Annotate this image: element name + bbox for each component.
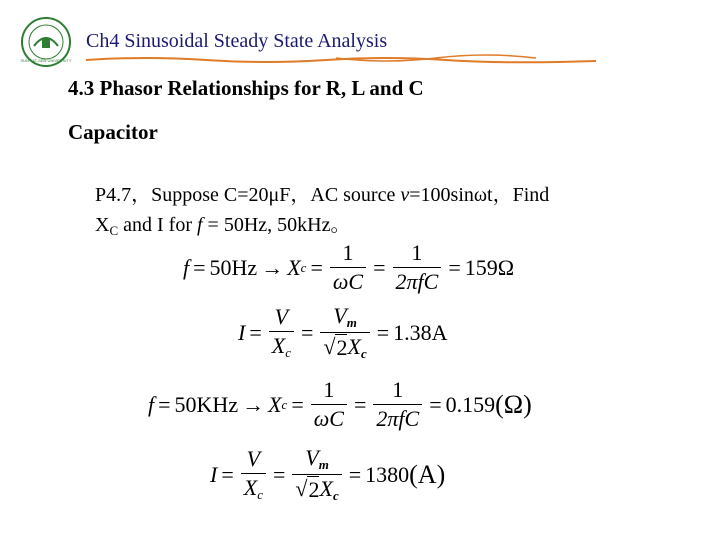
problem-statement: P4.7，Suppose C=20μF，AC source v=100sinωt，Find $X_C$ and I for f = 50Hz, 50kHz。 [95, 184, 550, 238]
equation-current-50hz: I = $\frac{V}{X_c}$ = $V_m$ √ 2 $X_c$ = 1.38A [238, 303, 448, 361]
decorative-rule [86, 52, 596, 66]
section-heading: 4.3 Phasor Relationships for R, L and C [68, 76, 424, 100]
topic-heading: Capacitor [68, 120, 158, 144]
university-logo [20, 16, 80, 68]
equation-current-50khz: I = $\frac{V}{X_c}$ = $V_m$ √ 2 $X_c$ = 1380 (A) [210, 445, 446, 503]
equation-xc-50khz: f = 50KHz → X c = $\frac{1}{\omega C}$ = $\frac{1}{\text{2πfC}}$ = 0.159 (Ω) [148, 377, 532, 431]
equation-xc-50hz: f = 50Hz → X c = $\frac{1}{\omega C}$ = $\frac{1}{\text{2πfC}}$ = 159Ω [183, 240, 515, 294]
svg-text:SUN YAT-SEN UNIVERSITY: SUN YAT-SEN UNIVERSITY [20, 58, 72, 63]
chapter-title: Ch4 Sinusoidal Steady State Analysis [86, 30, 388, 52]
